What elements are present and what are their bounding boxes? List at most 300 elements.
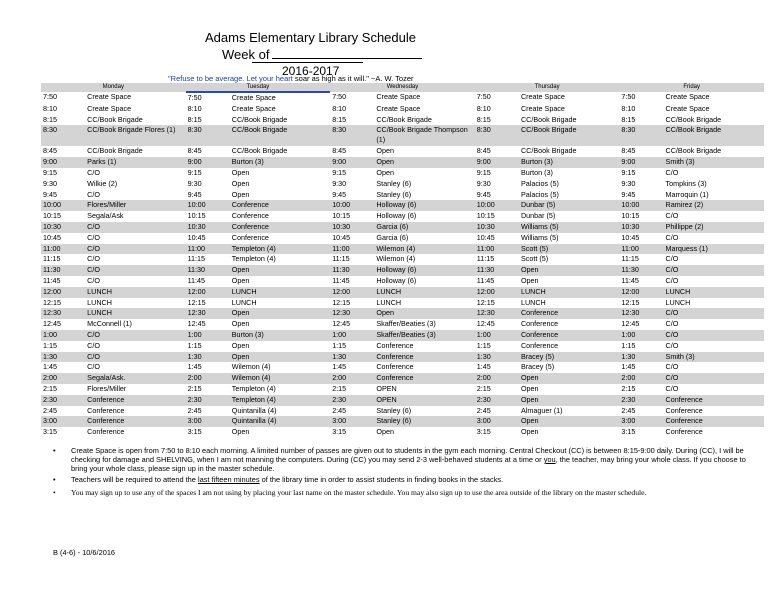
note-1-you: you bbox=[543, 455, 556, 464]
slot-cell: Marquess (1) bbox=[664, 244, 764, 255]
schedule-row bbox=[41, 190, 764, 201]
slot-cell: Conference bbox=[519, 308, 619, 319]
schedule-row bbox=[41, 179, 764, 190]
schedule-row bbox=[41, 395, 764, 406]
time-cell: 12:45 bbox=[332, 319, 351, 329]
slot-cell: Open bbox=[230, 308, 330, 319]
time-cell: 8:10 bbox=[621, 103, 636, 113]
time-cell: 3:15 bbox=[621, 427, 636, 437]
slot-cell: Wilemon (4) bbox=[374, 244, 474, 255]
time-cell: 10:15 bbox=[43, 211, 61, 221]
time-cell: 12:30 bbox=[619, 308, 663, 319]
slot-cell: LUNCH bbox=[664, 287, 764, 298]
schedule-row bbox=[41, 362, 764, 373]
slot-cell: C/O bbox=[664, 373, 764, 384]
slot-cell: C/O bbox=[85, 330, 185, 341]
time-cell: 12:00 bbox=[41, 287, 85, 298]
slot-cell: Skaffer/Beaties (3) bbox=[376, 319, 436, 329]
week-of-label bbox=[222, 47, 422, 62]
time-cell: 3:15 bbox=[476, 427, 491, 437]
slot-cell: Smith (3) bbox=[664, 352, 764, 363]
time-cell: 12:15 bbox=[476, 297, 495, 307]
slot-cell: LUNCH bbox=[85, 308, 185, 319]
time-cell: 11:30 bbox=[619, 265, 663, 276]
time-cell: 2:00 bbox=[186, 373, 230, 384]
slot-cell: Open bbox=[231, 340, 250, 350]
slot-cell: Open bbox=[520, 383, 539, 393]
slot-cell: Open bbox=[520, 427, 539, 437]
time-cell: 11:15 bbox=[621, 254, 639, 264]
slot-cell: Wilemon (4) bbox=[230, 373, 330, 384]
slot-cell: Flores/Miller bbox=[87, 383, 127, 393]
time-cell: 12:15 bbox=[43, 297, 61, 307]
time-cell: 9:45 bbox=[43, 189, 57, 199]
time-cell: 8:15 bbox=[43, 114, 57, 124]
time-cell: 1:30 bbox=[186, 352, 230, 363]
note-teachers bbox=[53, 475, 763, 484]
time-cell: 11:15 bbox=[476, 254, 495, 264]
time-cell: 2:45 bbox=[476, 405, 491, 415]
slot-cell: Conference bbox=[230, 222, 330, 233]
slot-cell: C/O bbox=[665, 275, 679, 285]
time-cell: 7:50 bbox=[332, 92, 347, 101]
slot-cell: Conference bbox=[85, 395, 185, 406]
slot-cell: Conference bbox=[376, 340, 414, 350]
time-cell: 10:30 bbox=[186, 222, 230, 233]
quote-part-2: soar as high as it will." ~A. W. Tozer bbox=[292, 74, 414, 83]
time-cell: 7:50 bbox=[187, 93, 202, 102]
slot-cell: Quintanilla (4) bbox=[231, 405, 277, 415]
slot-cell: Stanley (6) bbox=[376, 405, 412, 415]
slot-cell: C/O bbox=[664, 330, 764, 341]
slot-cell: Wilemon (4) bbox=[231, 362, 271, 372]
slot-cell: Open bbox=[374, 308, 474, 319]
time-cell: 11:00 bbox=[41, 244, 85, 255]
slot-cell: Dunbar (5) bbox=[519, 200, 619, 211]
slot-cell: Open bbox=[231, 189, 250, 199]
time-cell: 9:30 bbox=[621, 178, 636, 188]
slot-cell: Open bbox=[374, 157, 474, 168]
time-cell: 1:30 bbox=[619, 352, 663, 363]
time-cell: 12:30 bbox=[330, 308, 374, 319]
time-cell: 8:15 bbox=[187, 114, 202, 124]
slot-cell: Conference bbox=[664, 395, 764, 406]
time-cell: 1:30 bbox=[475, 352, 519, 363]
time-cell: 3:15 bbox=[187, 427, 202, 437]
time-cell: 1:45 bbox=[476, 362, 491, 372]
slot-cell: Open bbox=[231, 167, 250, 177]
slot-cell: CC/Book Brigade bbox=[231, 114, 288, 124]
slot-cell: Stanley (6) bbox=[376, 189, 412, 199]
slot-cell: Holloway (6) bbox=[374, 265, 474, 276]
time-cell: 11:45 bbox=[187, 275, 206, 285]
time-cell: 3:15 bbox=[43, 427, 57, 437]
slot-cell: Conference bbox=[230, 200, 330, 211]
time-cell: 3:00 bbox=[619, 416, 663, 427]
time-cell: 8:30 bbox=[41, 125, 85, 146]
time-cell: 1:00 bbox=[619, 330, 663, 341]
slot-cell: Holloway (6) bbox=[374, 200, 474, 211]
slot-cell: Open bbox=[231, 275, 250, 285]
footer-version: B (4-6) - 10/6/2016 bbox=[53, 548, 116, 557]
schedule-row bbox=[41, 416, 764, 427]
time-cell: 11:30 bbox=[186, 265, 230, 276]
slot-cell: Ramirez (2) bbox=[664, 200, 764, 211]
time-cell: 12:15 bbox=[621, 297, 640, 307]
time-cell: 9:00 bbox=[186, 157, 230, 168]
time-cell: 9:15 bbox=[43, 167, 57, 177]
slot-cell: LUNCH bbox=[376, 297, 402, 307]
slot-cell: Create Space bbox=[665, 103, 710, 113]
time-cell: 10:00 bbox=[41, 200, 85, 211]
time-cell: 10:30 bbox=[619, 222, 663, 233]
slot-cell: Open bbox=[230, 265, 330, 276]
slot-cell: Dunbar (5) bbox=[520, 211, 556, 221]
time-cell: 10:00 bbox=[330, 200, 374, 211]
slot-cell: McConnell (1) bbox=[87, 319, 132, 329]
slot-cell: Open bbox=[376, 167, 394, 177]
schedule-row bbox=[41, 115, 764, 126]
slot-cell: CC/Book Brigade bbox=[665, 114, 722, 124]
time-cell: 1:45 bbox=[43, 362, 57, 372]
slot-cell: Templeton (4) bbox=[231, 254, 276, 264]
time-cell: 1:45 bbox=[621, 362, 636, 372]
time-cell: 8:45 bbox=[476, 146, 491, 156]
schedule-row bbox=[41, 298, 764, 309]
time-cell: 2:30 bbox=[475, 395, 519, 406]
schedule-row bbox=[41, 211, 764, 222]
time-cell: 10:45 bbox=[187, 232, 206, 242]
slot-cell: Open bbox=[520, 275, 539, 285]
day-header-tuesday: Tuesday bbox=[186, 83, 331, 92]
time-cell: 1:45 bbox=[332, 362, 347, 372]
time-cell: 8:10 bbox=[187, 103, 202, 113]
schedule-row bbox=[41, 265, 764, 276]
week-blank-line bbox=[272, 47, 422, 59]
time-cell: 9:30 bbox=[476, 178, 491, 188]
slot-cell: Scott (5) bbox=[519, 244, 619, 255]
schedule-row bbox=[41, 233, 764, 244]
time-cell: 9:15 bbox=[621, 167, 636, 177]
time-cell: 8:15 bbox=[476, 114, 491, 124]
time-cell: 12:45 bbox=[476, 319, 495, 329]
slot-cell: Conference bbox=[665, 405, 703, 415]
time-cell: 9:30 bbox=[332, 178, 347, 188]
time-cell: 8:30 bbox=[186, 125, 230, 146]
time-cell: 2:15 bbox=[476, 383, 491, 393]
time-cell: 2:45 bbox=[43, 405, 57, 415]
time-cell: 11:15 bbox=[332, 254, 350, 264]
time-cell: 9:15 bbox=[332, 167, 347, 177]
slot-cell: LUNCH bbox=[520, 297, 546, 307]
slot-cell: Open bbox=[376, 146, 394, 156]
time-cell: 8:10 bbox=[476, 103, 491, 113]
slot-cell: Phillippe (2) bbox=[664, 222, 764, 233]
slot-cell: Create Space bbox=[665, 92, 710, 101]
schedule-row bbox=[41, 373, 764, 384]
time-cell: 10:15 bbox=[621, 211, 640, 221]
schedule-row bbox=[41, 427, 764, 438]
time-cell: 2:30 bbox=[41, 395, 85, 406]
time-cell: 7:50 bbox=[43, 92, 57, 101]
schedule-row bbox=[41, 406, 764, 417]
note-2-text-b: of the library time in order to assist students in finding books in the stacks. bbox=[259, 475, 504, 484]
slot-cell: LUNCH bbox=[665, 297, 691, 307]
schedule-row bbox=[41, 146, 764, 157]
time-cell: 10:45 bbox=[476, 232, 495, 242]
time-cell: 10:00 bbox=[619, 200, 663, 211]
time-cell: 2:15 bbox=[187, 383, 202, 393]
time-cell: 1:15 bbox=[332, 340, 347, 350]
slot-cell: Segala/Ask bbox=[87, 211, 124, 221]
time-cell: 9:15 bbox=[187, 167, 202, 177]
slot-cell: Create Space bbox=[376, 103, 421, 113]
time-cell: 2:15 bbox=[332, 383, 347, 393]
slot-cell: C/O bbox=[665, 254, 679, 264]
slot-cell: CC/Book Brigade bbox=[664, 125, 764, 146]
time-cell: 11:45 bbox=[332, 275, 350, 285]
schedule-row bbox=[41, 319, 764, 330]
time-cell: 9:45 bbox=[187, 189, 202, 199]
time-cell: 2:00 bbox=[330, 373, 374, 384]
slot-cell: Palacios (5) bbox=[520, 178, 559, 188]
time-cell: 11:15 bbox=[187, 254, 206, 264]
slot-cell: Conference bbox=[520, 340, 559, 350]
time-cell: 9:45 bbox=[621, 189, 636, 199]
slot-cell: Templeton (4) bbox=[230, 244, 330, 255]
time-cell: 2:15 bbox=[43, 383, 57, 393]
slot-cell: Marroquin (1) bbox=[665, 189, 709, 199]
slot-cell: Tompkins (3) bbox=[665, 178, 707, 188]
slot-cell: Holloway (6) bbox=[376, 211, 417, 221]
schedule-row bbox=[41, 222, 764, 233]
slot-cell: C/O bbox=[87, 254, 100, 264]
note-create-space bbox=[53, 446, 763, 473]
slot-cell: C/O bbox=[87, 362, 100, 372]
slot-cell: Williams (5) bbox=[520, 232, 559, 242]
slot-cell: Create Space bbox=[87, 92, 132, 101]
time-cell: 9:45 bbox=[332, 189, 347, 199]
slot-cell: C/O bbox=[85, 352, 185, 363]
slot-cell: Smith (3) bbox=[664, 157, 764, 168]
schedule-row bbox=[41, 125, 764, 146]
slot-cell: Almaguer (1) bbox=[520, 405, 563, 415]
slot-cell: OPEN bbox=[374, 395, 474, 406]
slot-cell: CC/Book Brigade bbox=[665, 146, 722, 156]
time-cell: 11:00 bbox=[330, 244, 374, 255]
time-cell: 1:00 bbox=[186, 330, 230, 341]
bullet-icon: • bbox=[53, 475, 56, 484]
slot-cell: Conference bbox=[87, 427, 125, 437]
time-cell: 10:45 bbox=[621, 232, 640, 242]
slot-cell: CC/Book Brigade Flores (1) bbox=[85, 125, 185, 146]
slot-cell: Wilkie (2) bbox=[87, 178, 118, 188]
time-cell: 3:00 bbox=[475, 416, 519, 427]
slot-cell: Conference bbox=[231, 211, 269, 221]
schedule-row bbox=[41, 384, 764, 395]
slot-cell: Open bbox=[519, 416, 619, 427]
slot-cell: Burton (3) bbox=[520, 167, 553, 177]
time-cell: 8:15 bbox=[332, 114, 347, 124]
time-cell: 8:30 bbox=[475, 125, 519, 146]
time-cell: 2:45 bbox=[621, 405, 636, 415]
note-3-text: You may sign up to use any of the spaces I am not using by placing your last name on the master schedule. You may also sign up to use the area outside of the library on the master schedule. bbox=[71, 488, 647, 497]
time-cell: 9:00 bbox=[330, 157, 374, 168]
schedule-row bbox=[41, 341, 764, 352]
slot-cell: Create Space bbox=[520, 92, 565, 101]
slot-cell: Quintanilla (4) bbox=[230, 416, 330, 427]
slot-cell: Conference bbox=[231, 232, 269, 242]
slot-cell: C/O bbox=[87, 340, 100, 350]
schedule-row bbox=[41, 352, 764, 363]
time-cell: 11:30 bbox=[475, 265, 519, 276]
slot-cell: Conference bbox=[520, 319, 559, 329]
slot-cell: Open bbox=[376, 427, 394, 437]
slot-cell: Open bbox=[230, 352, 330, 363]
slot-cell: Palacios (5) bbox=[520, 189, 559, 199]
time-cell: 11:30 bbox=[41, 265, 85, 276]
slot-cell: Conference bbox=[87, 405, 125, 415]
time-cell: 12:45 bbox=[43, 319, 61, 329]
time-cell: 8:45 bbox=[43, 146, 57, 156]
slot-cell: Templeton (4) bbox=[230, 395, 330, 406]
slot-cell: Open bbox=[231, 427, 250, 437]
slot-cell: LUNCH bbox=[85, 287, 185, 298]
schedule-row bbox=[41, 254, 764, 265]
time-cell: 3:00 bbox=[330, 416, 374, 427]
time-cell: 8:30 bbox=[619, 125, 663, 146]
slot-cell: Templeton (4) bbox=[231, 383, 276, 393]
slot-cell: Conference bbox=[665, 427, 703, 437]
time-cell: 8:45 bbox=[621, 146, 636, 156]
time-cell: 10:00 bbox=[186, 200, 230, 211]
slot-cell: Create Space bbox=[87, 103, 132, 113]
note-2-text-a: Teachers will be required to attend the bbox=[71, 475, 198, 484]
slot-cell: C/O bbox=[87, 189, 100, 199]
slot-cell: Garcia (6) bbox=[374, 222, 474, 233]
time-cell: 11:30 bbox=[330, 265, 374, 276]
quote bbox=[168, 74, 414, 83]
time-cell: 3:00 bbox=[186, 416, 230, 427]
slot-cell: CC/Book Brigade bbox=[230, 125, 330, 146]
slot-cell: C/O bbox=[85, 244, 185, 255]
bullet-icon: • bbox=[53, 488, 56, 497]
slot-cell: C/O bbox=[664, 265, 764, 276]
note-sign-up bbox=[53, 488, 763, 497]
slot-cell: LUNCH bbox=[519, 287, 619, 298]
slot-cell: LUNCH bbox=[374, 287, 474, 298]
time-cell: 2:30 bbox=[186, 395, 230, 406]
time-cell: 12:30 bbox=[475, 308, 519, 319]
slot-cell: Stanley (6) bbox=[374, 416, 474, 427]
slot-cell: Create Space bbox=[231, 103, 276, 113]
slot-cell: C/O bbox=[665, 362, 679, 372]
slot-cell: C/O bbox=[85, 265, 185, 276]
slot-cell: C/O bbox=[85, 222, 185, 233]
slot-cell: Conference bbox=[519, 330, 619, 341]
slot-cell: Conference bbox=[374, 373, 474, 384]
day-header-wednesday: Wednesday bbox=[330, 83, 475, 92]
slot-cell: CC/Book Brigade bbox=[231, 146, 288, 156]
time-cell: 10:45 bbox=[332, 232, 351, 242]
time-cell: 8:45 bbox=[187, 146, 202, 156]
time-cell: 1:30 bbox=[330, 352, 374, 363]
time-cell: 2:00 bbox=[41, 373, 85, 384]
time-cell: 10:15 bbox=[476, 211, 495, 221]
slot-cell: Burton (3) bbox=[519, 157, 619, 168]
schedule-table bbox=[41, 83, 764, 438]
slot-cell: Open bbox=[519, 265, 619, 276]
time-cell: 1:15 bbox=[43, 340, 57, 350]
schedule-row bbox=[41, 330, 764, 341]
slot-cell: Garcia (6) bbox=[376, 232, 409, 242]
time-cell: 12:00 bbox=[619, 287, 663, 298]
slot-cell: Skaffer/Beaties (3) bbox=[374, 330, 474, 341]
slot-cell: Conference bbox=[376, 362, 414, 372]
time-cell: 10:00 bbox=[475, 200, 519, 211]
slot-cell: Create Space bbox=[231, 93, 276, 102]
time-cell: 2:00 bbox=[475, 373, 519, 384]
slot-cell: C/O bbox=[665, 211, 679, 221]
time-cell: 7:50 bbox=[621, 92, 636, 101]
schedule-row bbox=[41, 308, 764, 319]
slot-cell: CC/Book Brigade bbox=[519, 125, 619, 146]
slot-cell: Stanley (6) bbox=[376, 178, 412, 188]
time-cell: 2:00 bbox=[619, 373, 663, 384]
time-cell: 11:45 bbox=[476, 275, 495, 285]
time-cell: 11:00 bbox=[475, 244, 519, 255]
schedule-row bbox=[41, 157, 764, 168]
time-cell: 10:45 bbox=[43, 232, 61, 242]
time-cell: 10:30 bbox=[41, 222, 85, 233]
slot-cell: Conference bbox=[85, 416, 185, 427]
slot-cell: Holloway (6) bbox=[376, 275, 417, 285]
slot-cell: CC/Book Brigade bbox=[87, 146, 143, 156]
time-cell: 11:00 bbox=[619, 244, 663, 255]
slot-cell: C/O bbox=[665, 232, 679, 242]
time-cell: 1:00 bbox=[475, 330, 519, 341]
slot-cell: Conference bbox=[664, 416, 764, 427]
schedule-row bbox=[41, 168, 764, 179]
slot-cell: LUNCH bbox=[231, 297, 257, 307]
slot-cell: Scott (5) bbox=[520, 254, 549, 264]
time-cell: 9:00 bbox=[41, 157, 85, 168]
school-year: 2016-2017 bbox=[252, 62, 363, 78]
time-cell: 12:30 bbox=[41, 308, 85, 319]
time-cell: 8:10 bbox=[43, 103, 57, 113]
slot-cell: Open bbox=[519, 395, 619, 406]
time-cell: 11:00 bbox=[186, 244, 230, 255]
time-cell: 12:45 bbox=[187, 319, 206, 329]
time-cell: 2:45 bbox=[332, 405, 347, 415]
slot-cell: Parks (1) bbox=[85, 157, 185, 168]
time-cell: 9:30 bbox=[43, 178, 57, 188]
slot-cell: CC/Book Brigade bbox=[520, 114, 577, 124]
note-1-text-b: , the teacher, may bring your whole class. If you choose to bring your whole class, please sign up in the master schedule. bbox=[71, 455, 746, 473]
slot-cell: Conference bbox=[374, 352, 474, 363]
time-cell: 12:00 bbox=[475, 287, 519, 298]
page-title: Adams Elementary Library Schedule bbox=[205, 30, 416, 45]
slot-cell: CC/Book Brigade bbox=[376, 114, 432, 124]
time-cell: 9:00 bbox=[619, 157, 663, 168]
notes-section bbox=[53, 446, 763, 499]
slot-cell: C/O bbox=[87, 275, 100, 285]
slot-cell: Open bbox=[519, 373, 619, 384]
note-2-underlined: last fifteen minutes bbox=[197, 475, 260, 484]
time-cell: 12:15 bbox=[332, 297, 351, 307]
time-cell: 3:00 bbox=[41, 416, 85, 427]
time-cell: 1:30 bbox=[41, 352, 85, 363]
